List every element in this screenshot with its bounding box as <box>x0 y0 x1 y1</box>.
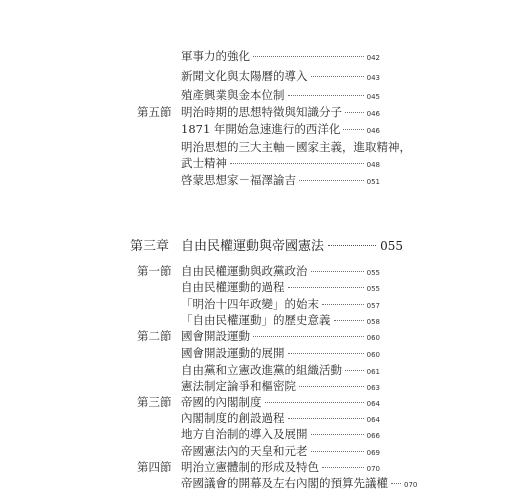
chapter-title: 自由民權運動與帝國憲法 <box>181 239 325 254</box>
page-number: 042 <box>366 54 380 62</box>
entry-title: 帝國的內閣制度 <box>181 395 262 409</box>
dot-leader <box>345 112 364 113</box>
entry-title: 自由民權運動與政黨政治 <box>181 264 308 278</box>
entry-title: 殖產興業與金本位制 <box>181 88 285 102</box>
dot-leader <box>288 287 364 288</box>
entry-title: 武士精神 <box>181 156 227 170</box>
page-number: 055 <box>366 269 380 277</box>
page-number: 045 <box>366 93 380 101</box>
dot-leader <box>311 271 364 272</box>
entry-title: 明治思想的三大主軸－國家主義，進取精神， <box>181 140 411 154</box>
dot-leader <box>311 76 364 77</box>
toc-entry <box>0 344 520 362</box>
page-number: 051 <box>366 178 380 186</box>
section-label: 第一節 <box>137 264 172 278</box>
dot-leader <box>391 483 401 484</box>
dot-leader <box>253 56 364 57</box>
dot-leader <box>311 451 364 452</box>
entry-title: 明治時期的思想特徵與知識分子 <box>181 105 342 119</box>
section-label: 第二節 <box>137 329 172 343</box>
entry-title: 新聞文化與太陽曆的導入 <box>181 69 308 83</box>
toc-entry <box>0 120 520 138</box>
page-number: 046 <box>366 110 380 118</box>
entry-title: 「明治十四年政變」的始末 <box>181 297 319 311</box>
toc-entry <box>0 103 520 121</box>
dot-leader <box>288 353 364 354</box>
entry-title: 國會開設運動的展開 <box>181 346 285 360</box>
entry-title: 自由民權運動的過程 <box>181 280 285 294</box>
entry-title: 「自由民權運動」的歷史意義 <box>181 313 331 327</box>
entry-title: 軍事力的強化 <box>181 49 250 63</box>
page-number: 070 <box>366 465 380 473</box>
entry-title: 1871 年開始急速進行的西洋化 <box>181 122 341 136</box>
dot-leader <box>322 467 364 468</box>
section-label: 第五節 <box>137 105 172 119</box>
dot-leader <box>253 336 364 337</box>
page-number: 061 <box>366 368 380 376</box>
dot-leader <box>345 370 364 371</box>
entry-title: 明治立憲體制的形成及特色 <box>181 460 319 474</box>
page-number: 069 <box>366 449 380 457</box>
dot-leader <box>265 402 364 403</box>
chapter-page-number: 055 <box>380 239 403 253</box>
chapter-label: 第三章 <box>130 239 170 254</box>
page-number: 058 <box>366 318 380 326</box>
page-number: 064 <box>366 400 380 408</box>
page-number: 066 <box>366 432 380 440</box>
dot-leader <box>299 180 364 181</box>
entry-title: 國會開設運動 <box>181 329 250 343</box>
page-number: 070 <box>404 481 418 489</box>
chapter-heading <box>130 235 403 257</box>
toc-entry <box>0 47 520 65</box>
section-label: 第四節 <box>137 460 172 474</box>
dot-leader <box>328 245 376 246</box>
dot-leader <box>322 304 364 305</box>
entry-title: 啓蒙思想家－福澤諭吉 <box>181 173 296 187</box>
page-number: 055 <box>366 285 380 293</box>
toc-entry <box>0 474 520 492</box>
toc-entry <box>0 86 520 104</box>
dot-leader <box>311 434 364 435</box>
toc-entry <box>0 425 520 443</box>
dot-leader <box>334 320 364 321</box>
toc-entry <box>0 171 520 189</box>
toc-entry <box>0 327 520 345</box>
entry-title: 內閣制度的創設過程 <box>181 411 285 425</box>
toc-entry <box>0 278 520 296</box>
dot-leader <box>299 386 364 387</box>
entry-title: 帝國議會的開幕及左右內閣的預算先議權 <box>181 476 388 490</box>
entry-title: 憲法制定論爭和樞密院 <box>181 379 296 393</box>
page-number: 060 <box>366 351 380 359</box>
toc-entry <box>0 67 520 85</box>
section-label: 第三節 <box>137 395 172 409</box>
page-number: 063 <box>366 384 380 392</box>
toc-entry <box>0 154 520 172</box>
dot-leader <box>288 418 364 419</box>
page-number: 048 <box>366 161 380 169</box>
page-number: 057 <box>366 302 380 310</box>
dot-leader <box>288 95 364 96</box>
dot-leader <box>230 163 364 164</box>
entry-title: 帝國憲法內的天皇和元老 <box>181 444 308 458</box>
page-number: 043 <box>366 74 380 82</box>
page-number: 060 <box>366 334 380 342</box>
entry-title: 自由黨和立憲改進黨的組織活動 <box>181 363 342 377</box>
page-number: 046 <box>366 127 380 135</box>
page-number: 064 <box>366 416 380 424</box>
dot-leader <box>343 129 363 130</box>
entry-title: 地方自治制的導入及展開 <box>181 427 308 441</box>
